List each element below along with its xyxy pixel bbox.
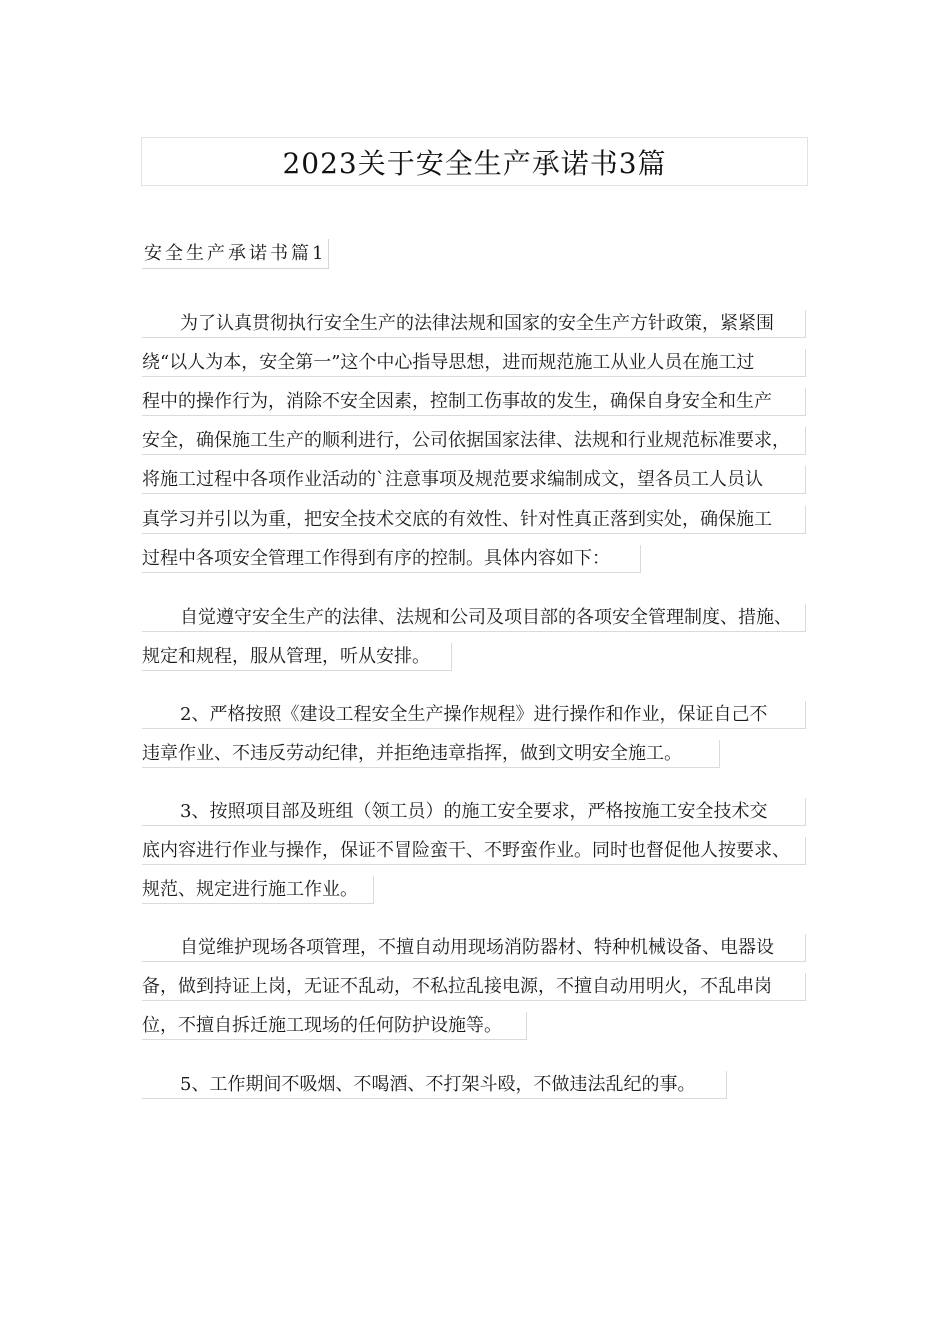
paragraph-line: 规范、规定进行施工作业。: [142, 876, 374, 904]
paragraph-line: 3、按照项目部及班组（领工员）的施工安全要求，严格按施工安全技术交: [142, 798, 806, 826]
paragraph-line: 自觉维护现场各项管理，不擅自动用现场消防器材、特种机械设备、电器设: [142, 934, 806, 962]
paragraph-line: 规定和规程，服从管理，听从安排。: [142, 643, 452, 671]
document-title: 2023关于安全生产承诺书3篇: [141, 137, 808, 186]
paragraph-line: 真学习并引以为重，把安全技术交底的有效性、针对性真正落到实处，确保施工: [142, 506, 806, 534]
paragraph-line: 过程中各项安全管理工作得到有序的控制。具体内容如下：: [142, 545, 641, 573]
paragraph-line: 为了认真贯彻执行安全生产的法律法规和国家的安全生产方针政策，紧紧围: [142, 310, 806, 338]
paragraph-line: 底内容进行作业与操作，保证不冒险蛮干、不野蛮作业。同时也督促他人按要求、: [142, 837, 806, 865]
paragraph-line: 将施工过程中各项作业活动的`注意事项及规范要求编制成文，望各员工人员认: [142, 466, 806, 494]
paragraph-line: 2、严格按照《建设工程安全生产操作规程》进行操作和作业，保证自己不: [142, 701, 806, 729]
paragraph-line: 绕“以人为本，安全第一”这个中心指导思想，进而规范施工从业人员在施工过: [142, 349, 806, 377]
paragraph-line: 5、工作期间不吸烟、不喝酒、不打架斗殴，不做违法乱纪的事。: [142, 1071, 727, 1099]
paragraph-line: 违章作业、不违反劳动纪律，并拒绝违章指挥，做到文明安全施工。: [142, 740, 720, 768]
paragraph-line: 位，不擅自拆迁施工现场的任何防护设施等。: [142, 1012, 527, 1040]
paragraph-line: 自觉遵守安全生产的法律、法规和公司及项目部的各项安全管理制度、措施、: [142, 604, 806, 632]
paragraph-line: 备，做到持证上岗，无证不乱动，不私拉乱接电源，不擅自动用明火，不乱串岗: [142, 973, 806, 1001]
section-heading: 安全生产承诺书篇1: [142, 239, 329, 269]
paragraph-line: 安全，确保施工生产的顺利进行，公司依据国家法律、法规和行业规范标准要求，: [142, 427, 806, 455]
paragraph-line: 程中的操作行为，消除不安全因素，控制工伤事故的发生，确保自身安全和生产: [142, 388, 806, 416]
